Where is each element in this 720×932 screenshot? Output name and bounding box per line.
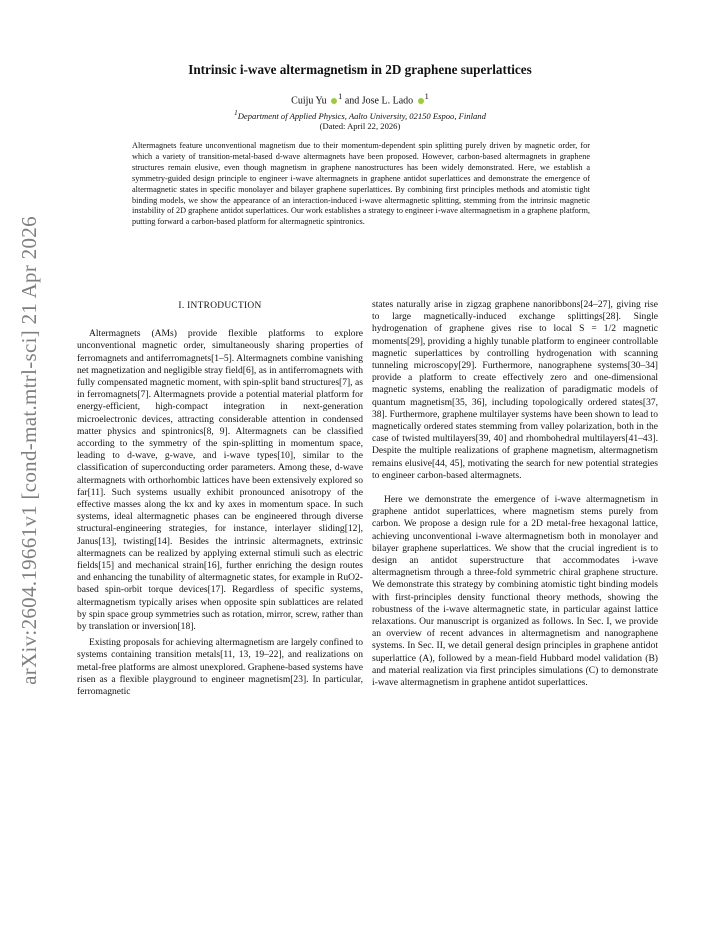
arxiv-stamp <box>6 190 52 710</box>
left-column <box>77 296 363 698</box>
paragraph: states naturally arise in zigzag graphene nanoribbons[24–27], giving rise to large magnetically-induced exchange splittings[28]. Single hydrogenation of graphene gives rise to local S = 1/2 magnetic moments[29], providing a highly tunable platform to engineer controllable magnetic superlattices by controlling hydrogenation with scanning tunneling microscopy[29]. Furthermore, nanographene systems[30–34] provide a platform to create effectively zero and one-dimensional magnetic systems, enabling the realization of paradigmatic models of quantum magnetism[35, 36], including topologically ordered states[37, 38]. Furthermore, graphene multilayer systems have been shown to lead to magnetically ordered states stemming from valley polarization, both in the case of twisted multilayers[39, 40] and rhombohedral multilayers[41–43]. Despite the multiple realizations of graphene magnetism, altermagnetism remains elusive[44, 45], motivating the search for new potential strategies to engineer carbon-based altermagnets. <box>372 299 658 481</box>
affiliation-marker: 1 <box>338 92 343 101</box>
abstract: Altermagnets feature unconventional magnetism due to their momentum-dependent spin splitting purely driven by magnetic order, for which a variety of transition-metal-based d-wave altermagnets have been proposed. However, carbon-based altermagnets in graphene structures remain elusive, even though magnetism in graphene nanostructures has been widely demonstrated. Here, we establish a symmetry-guided design principle to engineer i-wave altermagnets in graphene antidot superlattices and demonstrate the emergence of altermagnetic states in specific monolayer and bilayer graphene superlattices. By combining first principles methods and atomistic tight binding models, we show the appearance of an interaction-induced i-wave altermagnetic splitting, stemming from the intrinsic magnetic instability of 2D graphene antidot superlattices. Our work establishes a strategy to engineer i-wave altermagnetism in a graphene platform, putting forward a carbon-based platform for altermagnetic spintronics. <box>132 141 590 227</box>
affiliation-marker: 1 <box>234 109 238 117</box>
authors <box>0 92 720 106</box>
author-name[interactable]: Cuiju Yu <box>291 95 327 107</box>
paragraph: Here we demonstrate the emergence of i-wave altermagnetism in graphene antidot superlattices, where magnetism stems purely from carbon. We propose a design rule for a 2D metal-free hexagonal lattice, achieving unconventional i-wave altermagnetism both in monolayer and bilayer graphene superlattices. We show that the crucial ingredient is to design an antidot superstructure that accommodates i-wave altermagnetism through a three-fold symmetric chiral graphene structure. We demonstrate this strategy by combining atomistic tight binding models with first-principles density functional theory methods, showing the robustness of the i-wave altermagnetic state, in particular against lattice relaxations. Our manuscript is organized as follows. In Sec. I, we provide an overview of recent advances in altermagnetism and nanographene systems. In Sec. II, we detail general design principles in graphene antidot superlattice (A), followed by a mean-field Hubbard model validation (B) and material realization via first principles simulations (C) to demonstrate i-wave altermagnetism in graphene antidot superlattices. <box>372 494 658 689</box>
orcid-icon[interactable] <box>331 98 337 104</box>
section-heading: I. INTRODUCTION <box>178 301 262 311</box>
paragraph: Existing proposals for achieving altermagnetism are largely confined to systems containing transition metals[11, 13, 19–22], and realizations on metal-free platforms are almost unexplored. Graphene-based systems have risen as a flexible playground to engineer magnetism[23]. In particular, ferromagnetic <box>77 637 363 698</box>
right-column <box>372 299 658 689</box>
and-text: and <box>342 95 362 107</box>
affiliation-text: Department of Applied Physics, Aalto University, 02150 Espoo, Finland <box>237 110 486 121</box>
arxiv-id: arXiv:2604.19661v1 [cond-mat.mtrl-sci] 21 Apr 2026 <box>16 215 41 685</box>
paper-title: Intrinsic i-wave altermagnetism in 2D graphene superlattices <box>188 62 532 77</box>
orcid-icon[interactable] <box>418 98 424 104</box>
date-line: (Dated: April 22, 2026) <box>319 121 401 131</box>
affiliation <box>0 109 720 121</box>
author-name[interactable]: Jose L. Lado <box>361 95 414 107</box>
affiliation-marker: 1 <box>424 92 429 101</box>
paragraph: Altermagnets (AMs) provide flexible platforms to explore unconventional magnetic order, simultaneously sharing properties of ferromagnets and antiferromagnets[1–5]. Altermagnets combine vanishing net magnetization and negligible stray field[6], as in antiferromagnets with fully compensated magnetic moment, with spin-split band structures[7], as in ferromagnets[7]. Altermagnets provide a potential material platform for energy-efficient, high-compact integration in next-generation microelectronic devices, attracting considerable attention in condensed matter physics and spintronics[8, 9]. Altermagnets can be classified according to the symmetry of the spin-splitting in momentum space, leading to d-wave, g-wave, and i-wave types[10], similar to the classification of superconducting order parameters. Among these, d-wave altermagnets with orthorhombic lattices have been extensively explored so far[11]. Such systems usually exhibit pronounced anisotropy of the effective masses along the kx and ky axes in momentum space. In such systems, ideal altermagnetic phases can be engineered through diverse structural-engineering strategies, for instance, interlayer sliding[12], Janus[13], twisting[14]. Besides the intrinsic altermagnets, extrinsic altermagnets can be realized by applying external stimuli such as electric fields[15] and mechanical strain[16], further enriching the design routes and enhancing the tunability of altermagnetic states, for example in RuO2-based spin-orbit torque devices[17]. Regardless of specific systems, altermagnetism typically arises when opposite spin sublattices are related by spin space group symmetries such as rotation, mirror, screw, rather than by translation or inversion[18]. <box>77 328 363 633</box>
